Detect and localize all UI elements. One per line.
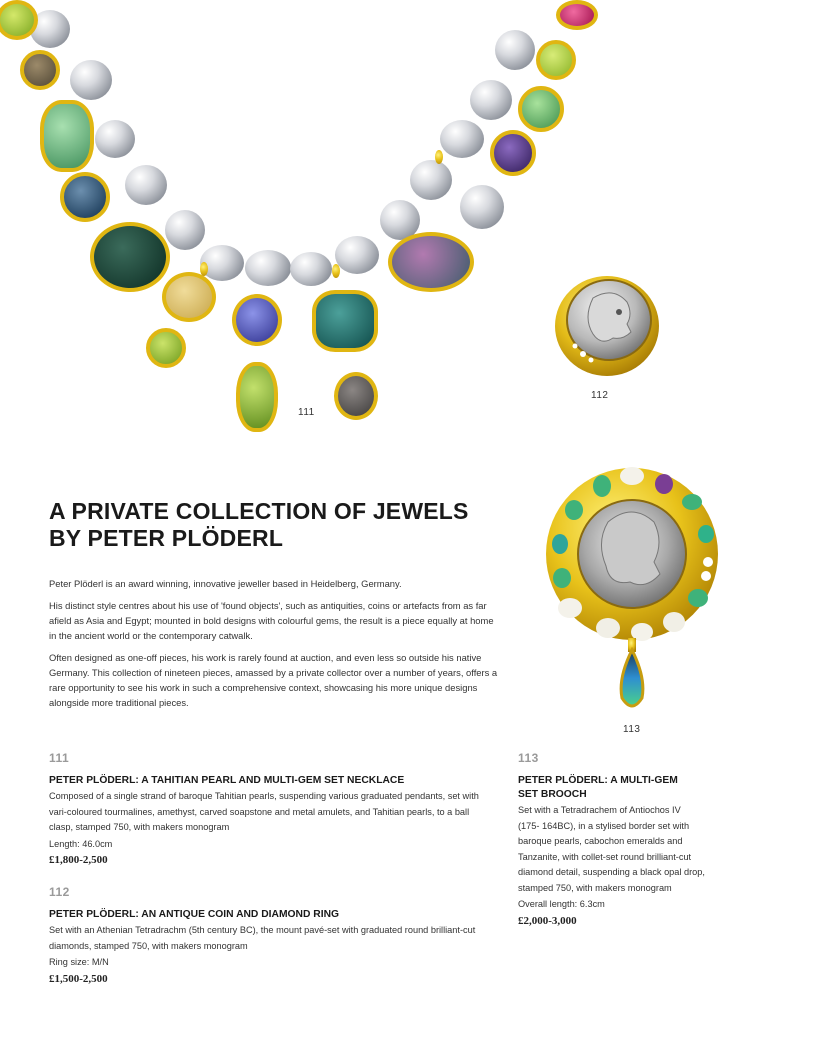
lot-number: 113 — [518, 751, 539, 765]
intro-paragraph: His distinct style centres about his use of 'found objects', such as antiquities, coins or artefacts from as far afield as Asia and Egypt; mounted in bold designs with colourful gems, the result is a piece equally at home in the ancient world or the contemporary catwalk. — [49, 600, 494, 641]
brooch-image — [546, 462, 718, 724]
lot-measurement: Length: 46.0cm — [49, 838, 113, 849]
lot-description — [518, 803, 744, 896]
lot-description-line: diamond detail, suspending a black opal drop, — [518, 867, 705, 877]
lot-description-line: Tanzanite, with collet-set round brilliant-cut — [518, 851, 692, 862]
lot-title: PETER PLÖDERL: AN ANTIQUE COIN AND DIAMOND RING — [49, 909, 340, 920]
lot-measurement: Ring size: M/N — [49, 957, 109, 967]
lot-estimate: £2,000-3,000 — [518, 914, 577, 927]
lot-title-line2: SET BROOCH — [518, 789, 587, 800]
intro-text — [49, 576, 499, 717]
lot-estimate: £1,800-2,500 — [49, 854, 108, 866]
intro-paragraph: Peter Plöderl is an award winning, innovative jeweller based in Heidelberg, Germany. — [49, 578, 402, 589]
necklace-image — [0, 0, 560, 440]
lot-number: 111 — [49, 751, 70, 765]
lot-number: 112 — [49, 885, 70, 899]
lot-112 — [49, 885, 495, 985]
lot-title: PETER PLÖDERL: A TAHITIAN PEARL AND MULTI-GEM SET NECKLACE — [49, 775, 405, 786]
lot-description-line: Set with a Tetradrachem of Antiochos IV — [518, 805, 681, 815]
lot-111 — [49, 751, 495, 866]
image-caption-111: 111 — [298, 407, 315, 418]
intro-paragraph: Often designed as one-off pieces, his work is rarely found at auction, and even less so outside his native Germany. This collection of nineteen pieces, amassed by a private collector over a number of years, offers a rare opportunity to see his work in such a comprehensive context, showcasing his more unique designs alongside more traditional pieces. — [49, 652, 498, 708]
lot-title-line1: PETER PLÖDERL: A MULTI-GEM — [518, 775, 678, 786]
lot-113 — [518, 751, 744, 927]
section-title-line2: BY PETER PLÖDERL — [49, 525, 284, 551]
lot-title — [518, 774, 744, 802]
image-caption-112: 112 — [591, 390, 609, 401]
section-title-line1: A PRIVATE COLLECTION OF JEWELS — [49, 498, 469, 524]
lot-description-line: baroque pearls, cabochon emeralds and — [518, 836, 683, 846]
lot-estimate: £1,500-2,500 — [49, 972, 108, 985]
ring-image — [553, 268, 661, 378]
lot-description-line: stamped 750, with makers monogram — [518, 882, 672, 893]
lot-description-line: (175- 164BC), in a stylised border set with — [518, 820, 690, 831]
lot-description: Set with an Athenian Tetradrachm (5th century BC), the mount pavé-set with graduated round brilliant-cut diamonds, stamped 750, with makers monogram — [49, 925, 476, 951]
lot-measurement: Overall length: 6.3cm — [518, 899, 605, 909]
section-title — [49, 498, 499, 552]
lot-description: Composed of a single strand of baroque Tahitian pearls, suspending various graduated pendants, set with vari-coloured tourmalines, amethyst, carved soapstone and metal amulets, and Tahitian pearls, to a ball clasp, stamped 750, with makers monogram — [49, 791, 479, 832]
image-caption-113: 113 — [623, 724, 641, 735]
